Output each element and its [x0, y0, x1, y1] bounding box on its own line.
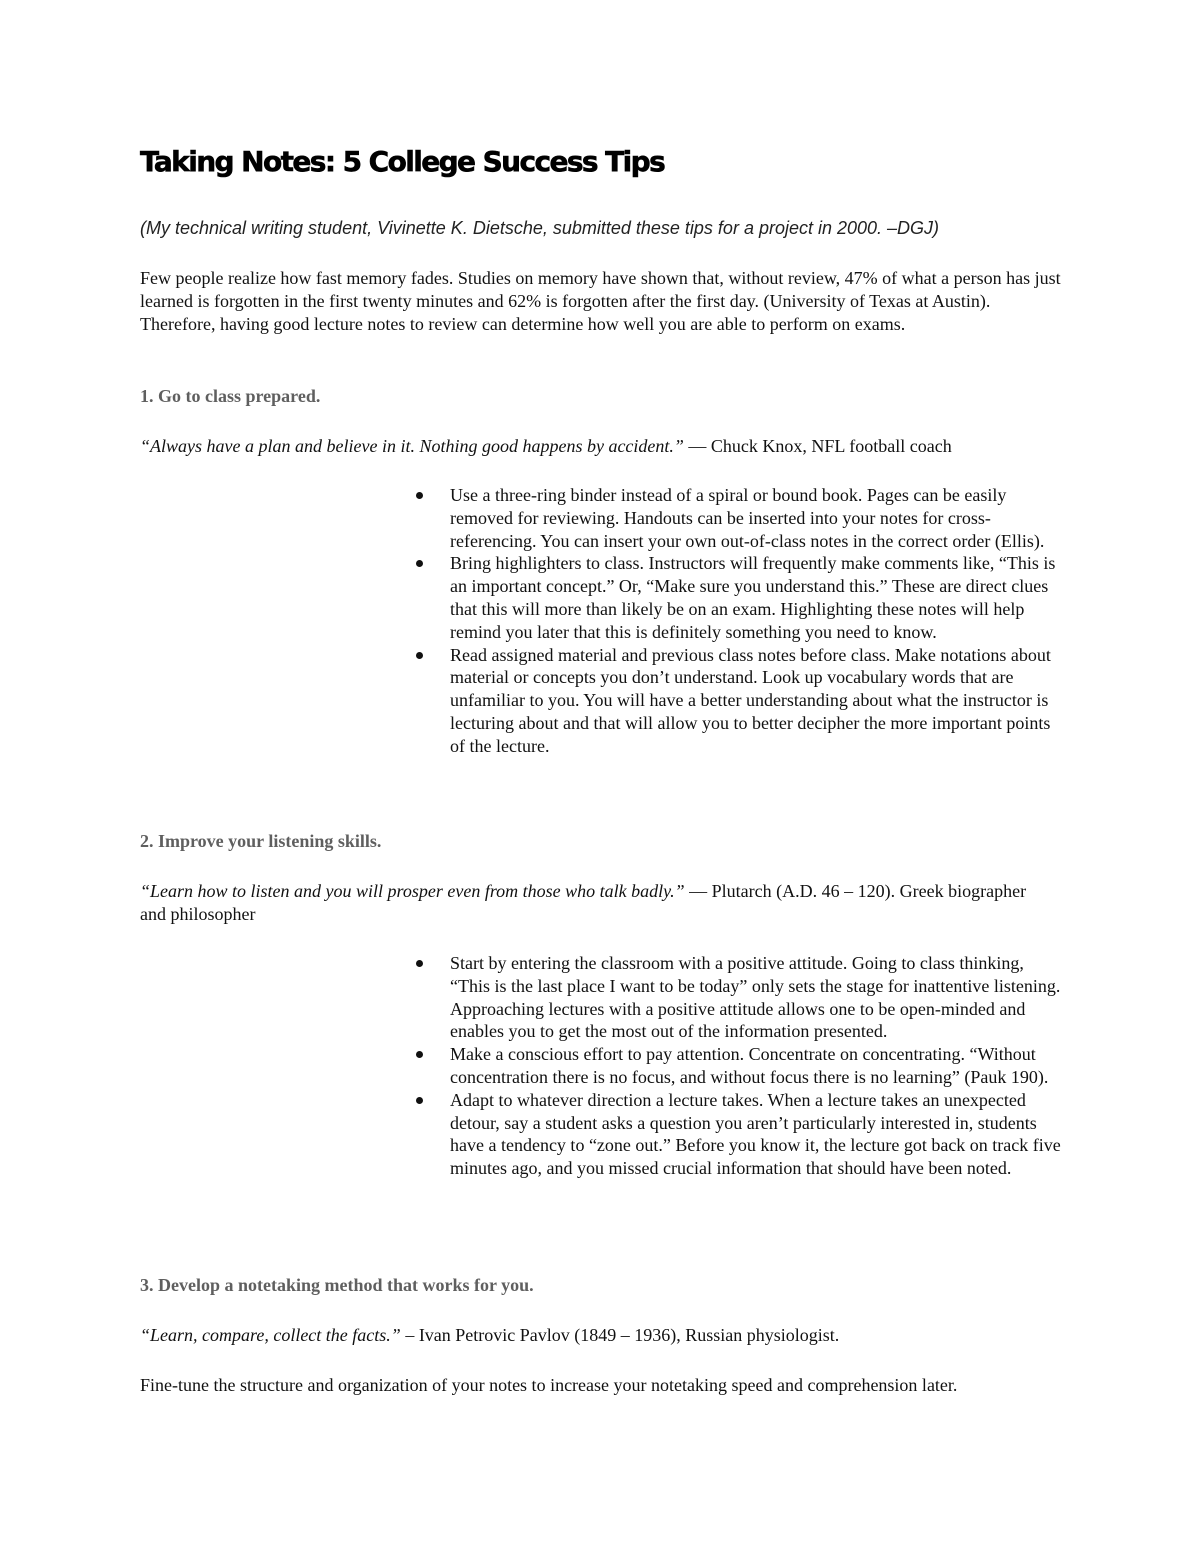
quote-text: “Learn, compare, collect the facts.” — [140, 1325, 401, 1345]
list-item-text: Adapt to whatever direction a lecture takes. When a lecture takes an unexpected detour, say a student asks a question you aren’t particularly interested in, students have a tendency to “zone out.” Before you know it, the lecture got back on track five minutes ago, and you missed crucial information that should have been noted. — [450, 1089, 1061, 1179]
document-subtitle: (My technical writing student, Vivinette K. Dietsche, submitted these tips for a project in 2000. –DGJ) — [140, 218, 940, 238]
section-heading-3: 3. Develop a notetaking method that works for you. — [140, 1275, 534, 1295]
list-item-text: Use a three-ring binder instead of a spiral or bound book. Pages can be easily removed for reviewing. Handouts can be inserted into your notes for cross-referencing. You can insert your own out-of-class notes in the correct order (Ellis). — [450, 485, 1045, 551]
section-bullet-list-1 — [410, 484, 1062, 758]
section-bullet-list-2 — [410, 952, 1062, 1180]
bullet-icon — [416, 560, 423, 567]
list-item — [410, 952, 1062, 1043]
list-item — [410, 484, 1062, 552]
bullet-icon — [416, 1097, 423, 1104]
quote-text: “Learn how to listen and you will prosper even from those who talk badly.” — [140, 881, 685, 901]
quote-attribution: — Plutarch (A.D. 46 – 120). Greek biographer and philosopher — [140, 881, 1027, 924]
section-quote-2 — [140, 880, 1040, 926]
list-item-text: Make a conscious effort to pay attention. Concentrate on concentrating. “Without concentration there is no focus, and without focus there is no learning” (Pauk 190). — [450, 1044, 1049, 1087]
list-item-text: Start by entering the classroom with a positive attitude. Going to class thinking, “This is the last place I want to be today” only sets the stage for inattentive listening. Approaching lectures with a positive attitude allows one to be open-minded and enables you to get the most out of the information presented. — [450, 953, 1061, 1042]
section-quote-1 — [140, 435, 1100, 458]
quote-text: “Always have a plan and believe in it. Nothing good happens by accident.” — [140, 436, 684, 456]
list-item-text: Bring highlighters to class. Instructors will frequently make comments like, “This is an important concept.” Or, “Make sure you understand this.” These are direct clues that this will more than likely be on an exam. Highlighting these notes will help remind you later that this is definitely something you need to know. — [450, 553, 1056, 642]
list-item-text: Read assigned material and previous class notes before class. Make notations about material or concepts you don’t understand. Look up vocabulary words that are unfamiliar to you. You will have a better understanding about what the instructor is lecturing about and that will allow you to better decipher the more important points of the lecture. — [450, 644, 1051, 756]
quote-attribution: — Chuck Knox, NFL football coach — [683, 436, 952, 456]
section-body-3: Fine-tune the structure and organization of your notes to increase your notetaking speed and comprehension later. — [140, 1375, 958, 1395]
section-heading-2: 2. Improve your listening skills. — [140, 831, 382, 851]
bullet-icon — [416, 1051, 423, 1058]
list-item — [410, 552, 1062, 643]
section-quote-3 — [140, 1324, 1100, 1347]
list-item — [410, 644, 1062, 758]
quote-attribution: – Ivan Petrovic Pavlov (1849 – 1936), Russian physiologist. — [400, 1325, 840, 1345]
intro-paragraph: Few people realize how fast memory fades. Studies on memory have shown that, without review, 47% of what a person has just learned is forgotten in the first twenty minutes and 62% is forgotten after the first day. (University of Texas at Austin). Therefore, having good lecture notes to review can determine how well you are able to perform on exams. — [140, 268, 1061, 334]
document-title: Taking Notes: 5 College Success Tips — [140, 145, 665, 178]
bullet-icon — [416, 652, 423, 659]
section-heading-1: 1. Go to class prepared. — [140, 386, 321, 406]
bullet-icon — [416, 960, 423, 967]
list-item — [410, 1043, 1062, 1089]
bullet-icon — [416, 492, 423, 499]
list-item — [410, 1089, 1062, 1180]
